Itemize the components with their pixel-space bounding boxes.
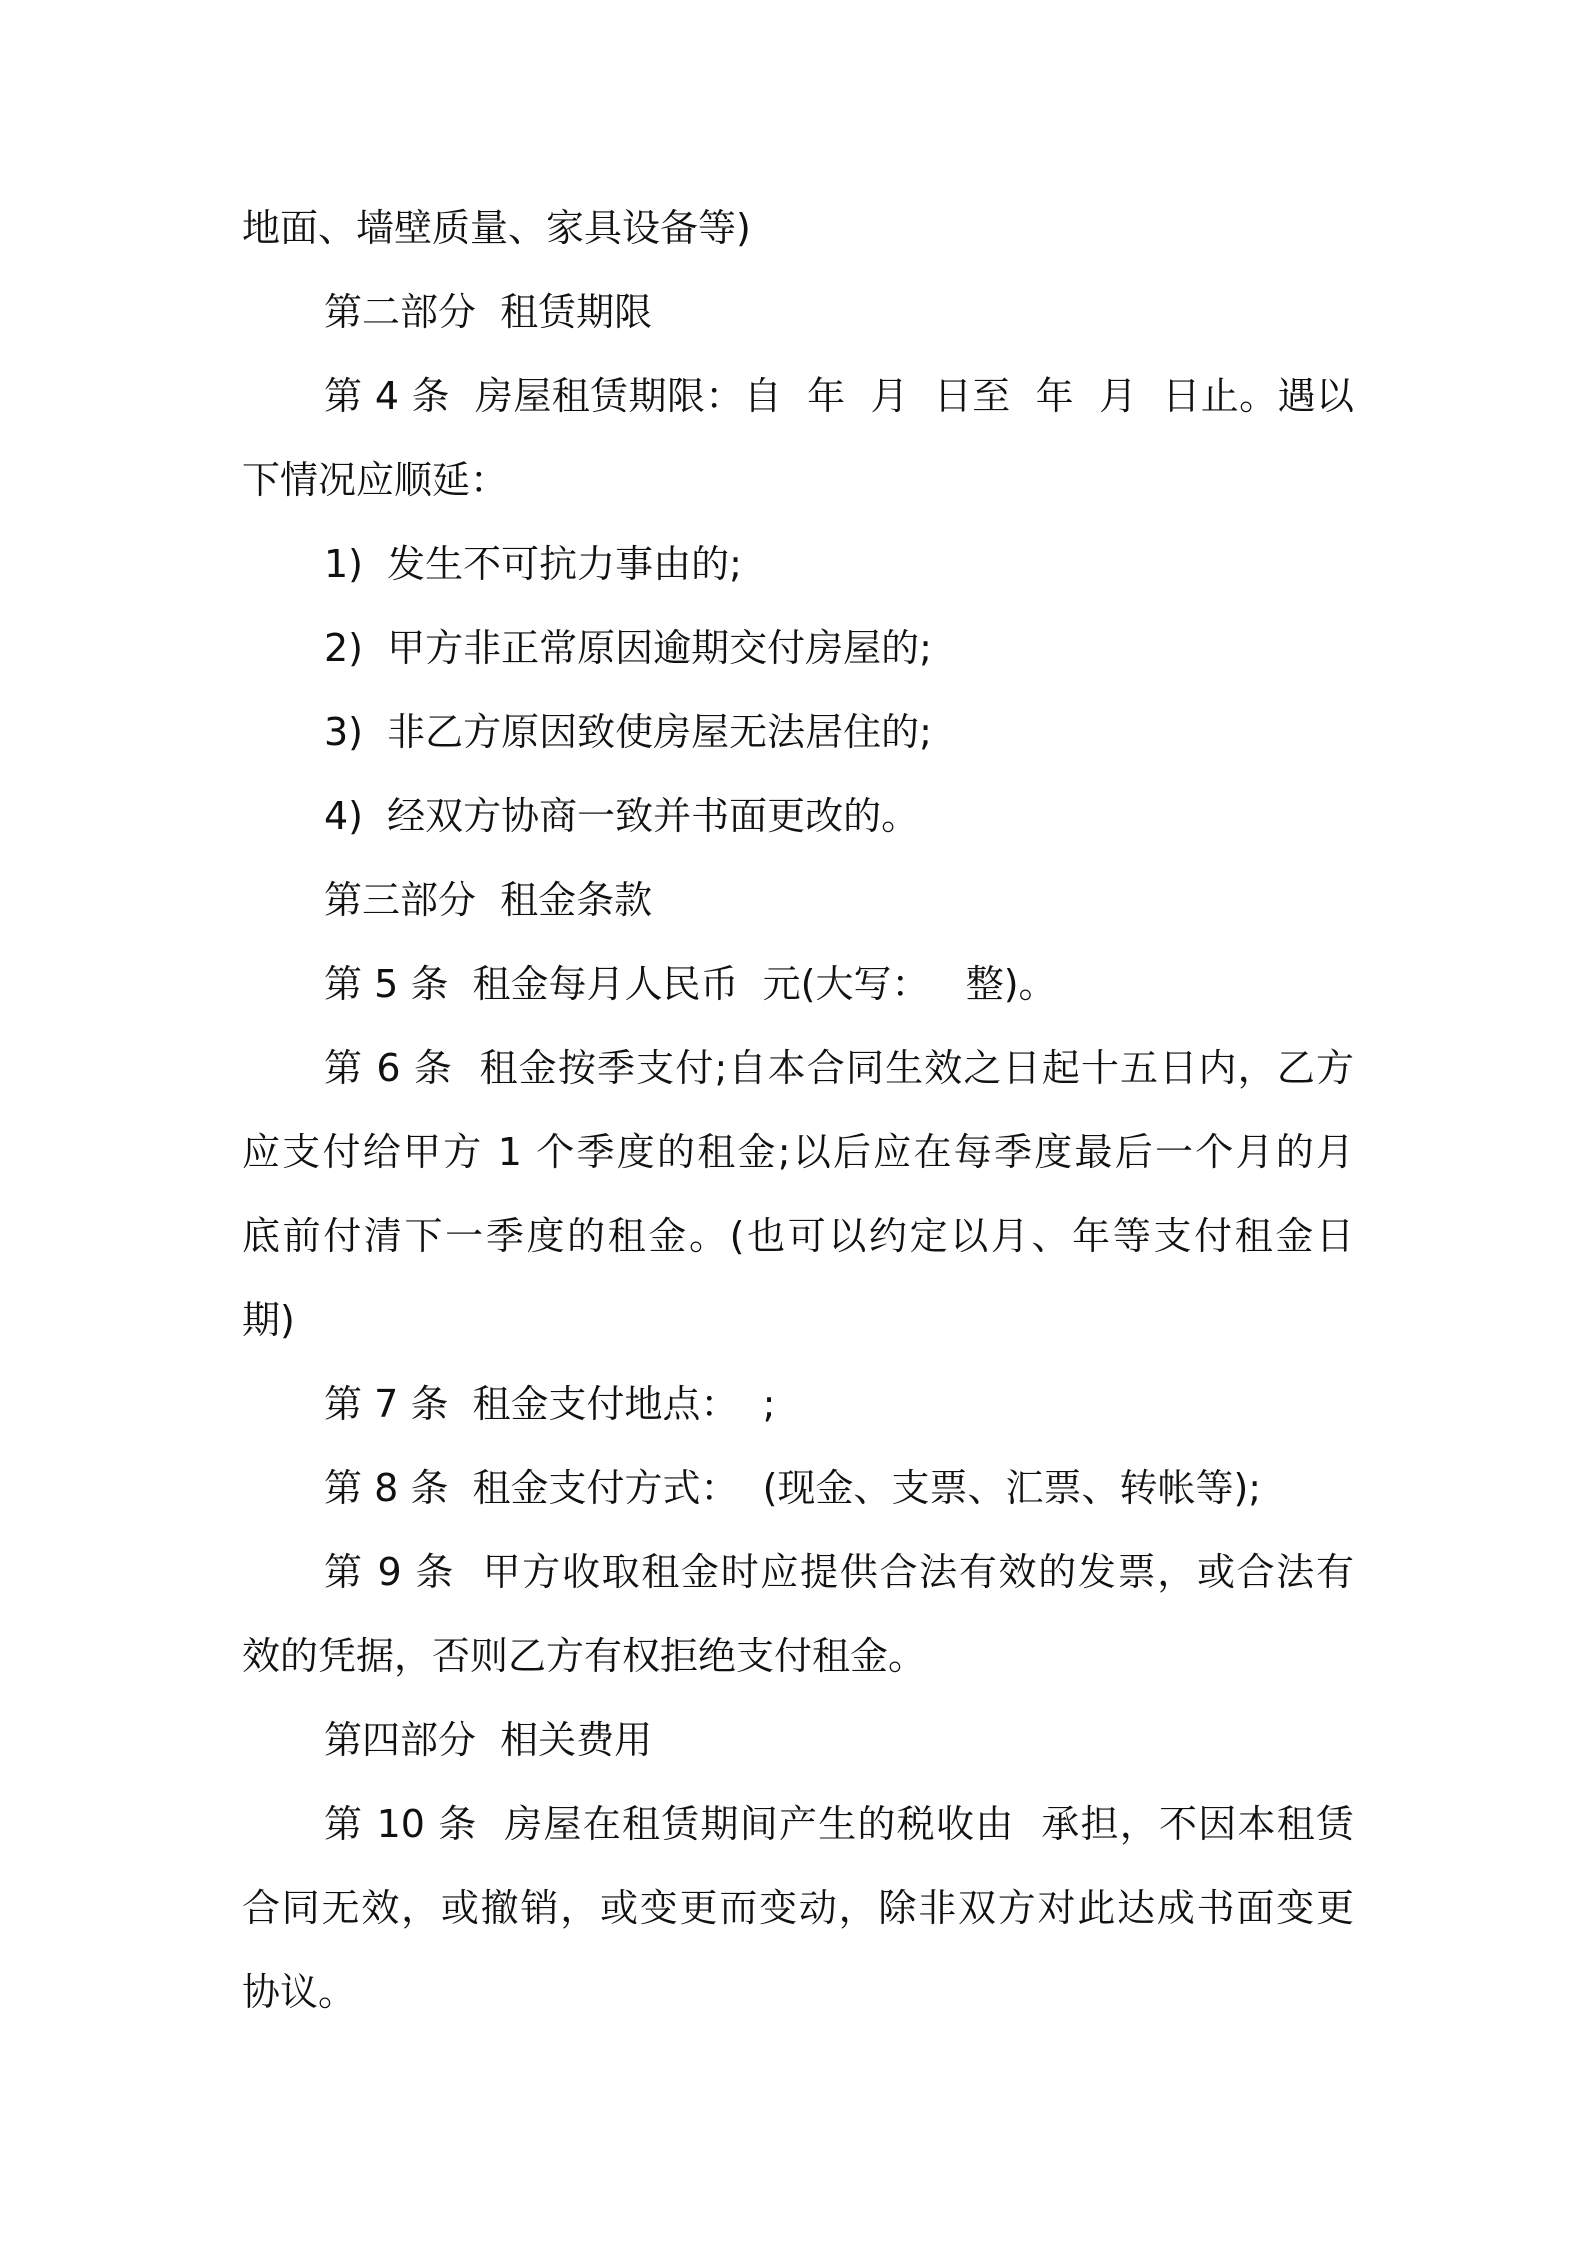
- section-heading: 第四部分 相关费用: [324, 1718, 653, 1762]
- document-page: [242, 186, 1354, 2034]
- clause-line: 下情况应顺延：: [242, 458, 509, 502]
- clause-line: 第 7 条 租金支付地点： ;: [324, 1382, 776, 1426]
- list-item: 4) 经双方协商一致并书面更改的。: [324, 794, 920, 838]
- clause-line: 第 9 条 甲方收取租金时应提供合法有效的发票，或合法有: [324, 1550, 1354, 1594]
- list-item: 2) 甲方非正常原因逾期交付房屋的;: [324, 626, 932, 670]
- clause-line: 期): [242, 1298, 295, 1342]
- clause-line: 第 8 条 租金支付方式： (现金、支票、汇票、转帐等);: [324, 1466, 1262, 1510]
- clause-line: 底前付清下一季度的租金。(也可以约定以月、年等支付租金日: [242, 1214, 1354, 1258]
- list-item: 1) 发生不可抗力事由的;: [324, 542, 742, 586]
- clause-line: 效的凭据，否则乙方有权拒绝支付租金。: [242, 1634, 927, 1678]
- clause-line: 第 4 条 房屋租赁期限：自 年 月 日至 年 月 日止。遇以: [324, 374, 1354, 418]
- section-heading: 第三部分 租金条款: [324, 878, 653, 922]
- clause-line: 协议。: [242, 1970, 357, 2014]
- text-line: 地面、墙壁质量、家具设备等): [242, 206, 751, 250]
- clause-line: 第 6 条 租金按季支付;自本合同生效之日起十五日内，乙方: [324, 1046, 1354, 1090]
- clause-line: 第 10 条 房屋在租赁期间产生的税收由 承担，不因本租赁: [324, 1802, 1354, 1846]
- clause-line: 应支付给甲方 1 个季度的租金;以后应在每季度最后一个月的月: [242, 1130, 1354, 1174]
- section-heading: 第二部分 租赁期限: [324, 290, 653, 334]
- list-item: 3) 非乙方原因致使房屋无法居住的;: [324, 710, 932, 754]
- clause-line: 合同无效，或撤销，或变更而变动，除非双方对此达成书面变更: [242, 1886, 1354, 1930]
- clause-line: 第 5 条 租金每月人民币 元(大写： 整)。: [324, 962, 1057, 1006]
